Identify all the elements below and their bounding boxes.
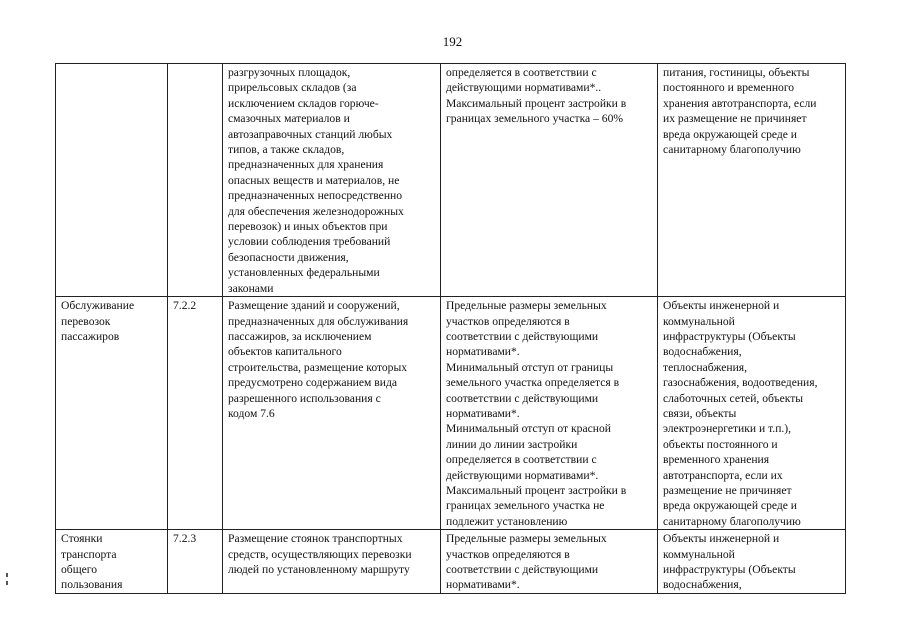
- description-cell: Размещение стоянок транспортных средств, осуществляющих перевозки людей по установленному маршруту: [223, 530, 441, 594]
- use-code-cell: 7.2.3: [168, 530, 223, 594]
- auxiliary-cell: питания, гостиницы, объекты постоянного и временного хранения автотранспорта, если их размещение не причиняет вреда окружающей среде и санитарному благополучию: [658, 64, 846, 297]
- parameters-cell: определяется в соответствии с действующими нормативами*.. Максимальный процент застройки в границах земельного участка – 60%: [441, 64, 658, 297]
- use-name-cell: Обслуживание перевозок пассажиров: [56, 297, 168, 530]
- description-cell: Размещение зданий и сооружений, предназначенных для обслуживания пассажиров, за исключением объектов капитального строительства, размещение которых предусмотрено содержанием вида разрешенного использования с кодом 7.6: [223, 297, 441, 530]
- table-row: [56, 64, 846, 297]
- description-cell: разгрузочных площадок, прирельсовых складов (за исключением складов горюче- смазочных материалов и автозаправочных станций любых типов, а также складов, предназначенных для хранения опасных веществ и материалов, не предназначенных непосредственно для обеспечения железнодорожных перевозок) и иных объектов при условии соблюдения требований безопасности движения, установленных федеральными законами: [223, 64, 441, 297]
- page-number: 192: [442, 34, 463, 49]
- use-code-cell: [168, 64, 223, 297]
- use-name-cell: [56, 64, 168, 297]
- auxiliary-cell: Объекты инженерной и коммунальной инфраструктуры (Объекты водоснабжения, теплоснабжения, газоснабжения, водоотведения, слаботочных сетей, объекты связи, объекты электроэнергетики и т.п.), объекты постоянного и временного хранения автотранспорта, если их размещение не причиняет вреда окружающей среде и санитарному благополучию: [658, 297, 846, 530]
- use-code-cell: 7.2.2: [168, 297, 223, 530]
- parameters-cell: Предельные размеры земельных участков определяются в соответствии с действующими нормативами*. Минимальный отступ от границы земельного участка определяется в соответствии с действующими нормативами*. Минимальный отступ от красной линии до линии застройки определяется в соответствии с действующими нормативами*. Максимальный процент застройки в границах земельного участка не подлежит установлению: [441, 297, 658, 530]
- use-name-cell: Стоянки транспорта общего пользования: [56, 530, 168, 594]
- scan-edge-mark: [6, 581, 8, 585]
- auxiliary-cell: Объекты инженерной и коммунальной инфраструктуры (Объекты водоснабжения,: [658, 530, 846, 594]
- table-row: [56, 297, 846, 530]
- table-row: [56, 530, 846, 594]
- land-use-table: [55, 63, 846, 594]
- parameters-cell: Предельные размеры земельных участков определяются в соответствии с действующими нормативами*.: [441, 530, 658, 594]
- scan-edge-mark: [6, 573, 8, 577]
